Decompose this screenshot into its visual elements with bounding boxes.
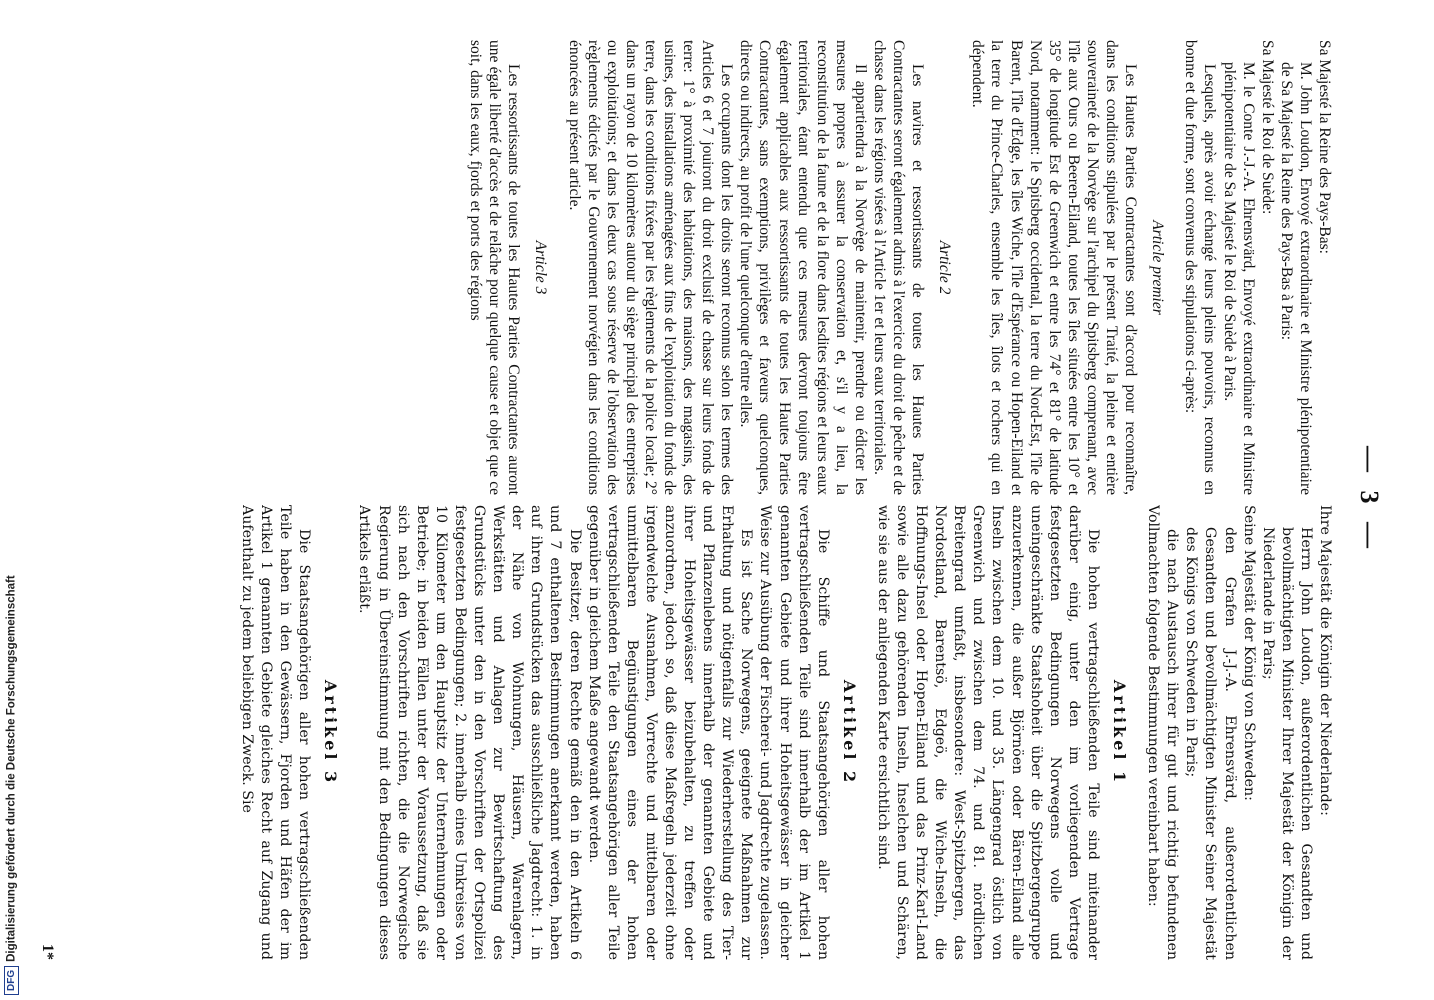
french-paragraph: Les ressortissants de toutes les Hautes Parties Contractantes auront une égale liberté d'accès et de relâche pour quelque cause et objet que ce soit, dans les eaux, fjords et ports des régions xyxy=(467,40,523,495)
french-preamble-closing: Lesquels, après avoir échangé leurs pleins pouvoirs, reconnus en bonne et due forme, sont convenus des stipulations ci-après: xyxy=(1182,40,1219,495)
french-party-netherlands: Sa Majesté la Reine des Pays-Bas: xyxy=(1316,40,1333,254)
german-plenipotentiary-netherlands: Herrn John Loudon, außerordentlichen Gesandten und bevollmächtigten Minister Ihrer Majestät der Königin der Niederlande in Paris; xyxy=(1259,527,1314,960)
digitization-credit-text: Digitalisierung gefördert durch die Deutsche Forschungsgemeinschaft xyxy=(5,575,18,962)
german-paragraph: Die Besitzer, deren Rechte gemäß den in den Artikeln 6 und 7 enthaltenen Bestimmungen anerkannt werden, haben auf ihren Grundstücken das ausschließliche Jagdrecht: 1. in der Nähe von Wohnungen, Häusern, Warenlagern, Werkstätten und Anlagen zur Bewirtschaftung des Grundstücks unter den in den Vorschriften der Ortspolizei festgesetzten Bedingungen; 2. innerhalb eines Umkreises von 10 Kilometer um den Hauptsitz der Unternehmungen oder Betriebe; in beiden Fällen unter der Voraussetzung, daß sie sich nach den Vorschriften richten, die die Norwegische Regierung in Übereinstimmung mit den Bedingungen dieses Artikels erläßt. xyxy=(356,505,583,960)
french-column xyxy=(34,40,1334,495)
german-party-sweden: Seine Majestät der König von Schweden: xyxy=(1240,505,1257,801)
german-paragraph: Es ist Sache Norwegens, geeignete Maßnahmen zur Erhaltung und nötigenfalls zur Wiederherstellung des Tier- und Pflanzenlebens innerhalb der genannten Gebiete und ihrer Hoheitsgewässer beizubehalten, zu treffen oder anzuordnen, jedoch so, daß diese Maßregeln jederzeit ohne irgendwelche Ausnahmen, Vorrechte und mittelbaren oder unmittelbaren Begünstigungen eines der hohen vertragschließenden Teile den Staatsangehörigen aller Teile gegenüber in gleichem Maße angewandt werden. xyxy=(585,505,755,960)
german-paragraph: Die Schiffe und Staatsangehörigen aller hohen vertragschließenden Teile sind innerhalb der im Artikel 1 genannten Gebiete und ihrer Hoheitsgewässer in gleicher Weise zur Ausübung der Fischerei- und Jagdrechte zugelassen. xyxy=(757,505,831,960)
dfg-logo-icon: DFG xyxy=(4,966,19,995)
german-article-heading: Artikel 2 xyxy=(839,679,859,786)
digitization-credit xyxy=(0,0,30,1000)
french-paragraph: Les navires et ressortissants de toutes les Hautes Parties Contractantes seront également admis à l'exercice du droit de pêche et de chasse dans les régions visées à l'Article 1er et leurs eaux territoriales. xyxy=(871,40,927,495)
german-plenipotentiary-sweden: den Grafen J.-J.-A. Ehrensvärd, außerordentlichen Gesandten und bevollmächtigten Minister Seiner Majestät des Königs von Schweden in Paris; xyxy=(1183,527,1238,960)
german-paragraph: Die Staatsangehörigen aller hohen vertragschließenden Teile haben in den Gewässern, Fjorden und Häfen der im Artikel 1 genannten Gebiete gleiches Recht auf Zugang und Aufenthalt zu jedem beliebigen Zweck. Sie xyxy=(239,505,313,960)
french-plenipotentiary-netherlands: M. John Loudon, Envoyé extraordinaire et Ministre plénipotentiaire de Sa Majesté la Reine des Pays-Bas à Paris: xyxy=(1277,62,1314,495)
french-plenipotentiary-sweden: M. le Conte J.-J.-A. Ehrensvärd, Envoyé extraordinaire et Ministre plénipotentiaire de Sa Majesté le Roi de Suède à Paris. xyxy=(1220,62,1257,495)
french-paragraph: Les Hautes Parties Contractantes sont d'accord pour reconnaître, dans les conditions stipulées par le présent Traité, la pleine et entière souveraineté de la Norvège sur l'archipel du Spitsberg comprenant, avec l'île aux Ours ou Beeren-Eiland, toutes les îles situées entre les 10° et 35° de longitude Est de Greenwich et entre les 74° et 81° de latitude Nord, notamment: le Spitsberg occidental, la terre du Nord-Est, l'île de Barent, l'île d'Edge, les îles Wiche, l'île d'Espérance ou Hopen-Eiland et la terre du Prince-Charles, ensemble les îles, îlots et rochers qui en dépendent. xyxy=(969,40,1140,495)
german-preamble-closing: die nach Austausch ihrer für gut und richtig befundenen Vollmachten folgende Bestimmungen vereinbart haben: xyxy=(1145,505,1181,960)
french-party-sweden: Sa Majesté le Roi de Suède: xyxy=(1258,40,1276,215)
french-article-heading: Article premier xyxy=(1149,220,1167,315)
german-article-heading: Artikel 1 xyxy=(1110,679,1130,786)
german-paragraph: Die hohen vertragschließenden Teile sind miteinander darüber einig, unter den im vorliegenden Vertrage festgesetzten Bedingungen Norwegens volle und uneingeschränkte Staatshoheit über die Spitzbergengruppe anzuerkennen, die außer Björnöen oder Bären-Eiland alle Inseln zwischen dem 10. und 35. Längengrad östlich von Greenwich und zwischen dem 74. und 81. nördlichen Breitengrad umfaßt, insbesondere: West-Spitzbergen, das Nordostland, Barentsö, Edgeö, die Wiche-Inseln, die Hoffnungs-Insel oder Hopen-Eiland und das Prinz-Karl-Land sowie alle dazu gehörenden Inseln, Inselchen und Schären, wie sie aus der anliegenden Karte ersichtlich sind. xyxy=(874,505,1101,960)
page-number: — 3 — xyxy=(1355,446,1384,554)
german-party-netherlands: Ihre Majestät die Königin der Niederlande: xyxy=(1317,505,1333,816)
french-article-heading: Article 3 xyxy=(532,240,550,295)
footnote-mark: 1* xyxy=(39,944,56,960)
french-article-heading: Article 2 xyxy=(936,240,954,295)
german-column xyxy=(34,505,1334,960)
german-article-heading: Artikel 3 xyxy=(321,679,341,786)
french-paragraph: Il appartiendra à la Norvège de maintenir, prendre ou édicter les mesures propres à assurer la conservation et, s'il y a lieu, la reconstitution de la faune et de la flore dans lesdites régions et leurs eaux territoriales, étant entendu que ces mesures devront toujours être également applicables aux ressortissants de toutes les Hautes Parties Contractantes, sans exemptions, privilèges et faveurs quelconques, directs ou indirects, au profit de l'une quelconque d'entre elles. xyxy=(737,40,869,495)
french-paragraph: Les occupants dont les droits seront reconnus selon les termes des Articles 6 et 7 jouiront du droit exclusif de chasse sur leurs fonds de terre: 1° à proximité des habitations, des maisons, des magasins, des usines, des installations aménagées aux fins de l'exploitation du fonds de terre, dans les conditions fixées par les règlements de la police locale; 2° dans un rayon de 10 kilomètres autour du siège principal des entreprises ou exploitations; et dans les deux cas sous réserve de l'observation des règlements édictés par le Gouvernement norvégien dans les conditions énoncées au présent article. xyxy=(565,40,736,495)
